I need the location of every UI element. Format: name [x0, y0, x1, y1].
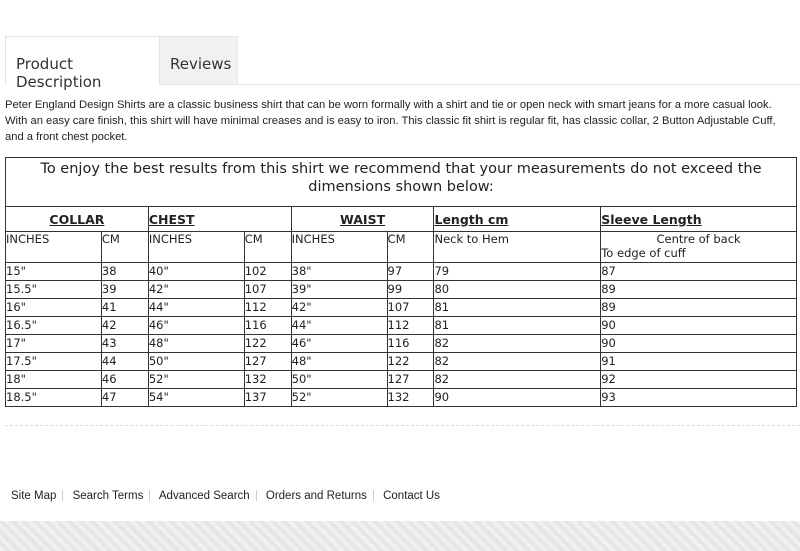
cell-collar-in: 18.5"	[6, 389, 102, 407]
cell-waist-in: 42"	[291, 299, 387, 317]
cell-waist-cm: 97	[387, 263, 434, 281]
cell-collar-in: 16.5"	[6, 317, 102, 335]
collar-cm-unit: CM	[101, 232, 148, 263]
size-chart-banner: To enjoy the best results from this shirt we recommend that your measurements do not exceed the dimensions shown below:	[6, 158, 797, 207]
footer-link-search-terms[interactable]: Search Terms	[72, 490, 144, 502]
cell-waist-cm: 107	[387, 299, 434, 317]
table-row	[6, 317, 797, 335]
cell-waist-cm: 132	[387, 389, 434, 407]
cell-collar-in: 17.5"	[6, 353, 102, 371]
cell-sleeve: 89	[601, 299, 797, 317]
cell-collar-cm: 46	[101, 371, 148, 389]
sleeve-unit-line2: To edge of cuff	[601, 246, 686, 260]
cell-waist-in: 48"	[291, 353, 387, 371]
footer-link-site-map[interactable]: Site Map	[11, 490, 57, 502]
chest-header: CHEST	[148, 207, 291, 232]
cell-chest-cm: 116	[244, 317, 291, 335]
cell-chest-in: 44"	[148, 299, 244, 317]
cell-collar-in: 15.5"	[6, 281, 102, 299]
cell-length: 82	[434, 353, 601, 371]
product-description-text: Peter England Design Shirts are a classic business shirt that can be worn formally with a shirt and tie or open neck with smart jeans for a more casual look. With an easy care finish, this shirt will have minimal creases and is easy to iron. This classic fit shirt is regular fit, has classic collar, 2 Button Adjustable Cuff, and a front chest pocket.	[5, 99, 776, 143]
footer-link-advanced-search[interactable]: Advanced Search	[158, 490, 250, 502]
cell-chest-in: 52"	[148, 371, 244, 389]
cell-waist-in: 52"	[291, 389, 387, 407]
cell-collar-cm: 43	[101, 335, 148, 353]
cell-chest-in: 54"	[148, 389, 244, 407]
cell-collar-in: 15"	[6, 263, 102, 281]
cell-collar-cm: 39	[101, 281, 148, 299]
cell-length: 79	[434, 263, 601, 281]
cell-chest-in: 42"	[148, 281, 244, 299]
cell-collar-cm: 42	[101, 317, 148, 335]
cell-sleeve: 87	[601, 263, 797, 281]
table-row	[6, 281, 797, 299]
cell-waist-in: 39"	[291, 281, 387, 299]
cell-waist-in: 46"	[291, 335, 387, 353]
chest-inches-unit: INCHES	[148, 232, 244, 263]
page-bottom-band	[0, 521, 800, 551]
cell-waist-cm: 99	[387, 281, 434, 299]
cell-collar-cm: 47	[101, 389, 148, 407]
cell-sleeve: 93	[601, 389, 797, 407]
cell-length: 82	[434, 371, 601, 389]
cell-chest-cm: 127	[244, 353, 291, 371]
cell-waist-in: 44"	[291, 317, 387, 335]
cell-chest-cm: 137	[244, 389, 291, 407]
cell-waist-cm: 127	[387, 371, 434, 389]
footer-separator	[62, 490, 63, 501]
sleeve-unit	[601, 232, 797, 263]
table-row	[6, 263, 797, 281]
collar-header: COLLAR	[6, 207, 149, 232]
table-row	[6, 299, 797, 317]
cell-length: 80	[434, 281, 601, 299]
cell-length: 90	[434, 389, 601, 407]
collar-inches-unit: INCHES	[6, 232, 102, 263]
sleeve-header: Sleeve Length	[601, 207, 797, 232]
tab-product-description[interactable]: Product Description	[5, 36, 160, 85]
cell-chest-cm: 102	[244, 263, 291, 281]
cell-collar-in: 16"	[6, 299, 102, 317]
waist-header: WAIST	[291, 207, 434, 232]
cell-chest-in: 46"	[148, 317, 244, 335]
length-header: Length cm	[434, 207, 601, 232]
cell-waist-cm: 122	[387, 353, 434, 371]
cell-sleeve: 92	[601, 371, 797, 389]
footer-link-contact-us[interactable]: Contact Us	[383, 490, 440, 502]
cell-chest-in: 50"	[148, 353, 244, 371]
cell-chest-in: 48"	[148, 335, 244, 353]
table-row	[6, 389, 797, 407]
footer-separator	[256, 490, 257, 501]
cell-collar-in: 18"	[6, 371, 102, 389]
cell-length: 81	[434, 299, 601, 317]
cell-collar-cm: 38	[101, 263, 148, 281]
cell-waist-in: 38"	[291, 263, 387, 281]
cell-length: 82	[434, 335, 601, 353]
cell-sleeve: 91	[601, 353, 797, 371]
cell-waist-in: 50"	[291, 371, 387, 389]
footer-link-orders-returns[interactable]: Orders and Returns	[265, 490, 367, 502]
footer-separator	[373, 490, 374, 501]
footer-links	[11, 490, 440, 502]
chest-cm-unit: CM	[244, 232, 291, 263]
cell-chest-in: 40"	[148, 263, 244, 281]
cell-collar-in: 17"	[6, 335, 102, 353]
cell-sleeve: 90	[601, 317, 797, 335]
sleeve-unit-line1: Centre of back	[656, 232, 741, 246]
section-divider	[5, 425, 800, 426]
table-row	[6, 353, 797, 371]
cell-collar-cm: 44	[101, 353, 148, 371]
waist-cm-unit: CM	[387, 232, 434, 263]
tab-reviews[interactable]: Reviews	[160, 36, 238, 84]
cell-sleeve: 90	[601, 335, 797, 353]
length-unit: Neck to Hem	[434, 232, 601, 263]
cell-sleeve: 89	[601, 281, 797, 299]
cell-length: 81	[434, 317, 601, 335]
cell-chest-cm: 132	[244, 371, 291, 389]
table-row	[6, 371, 797, 389]
footer-separator	[149, 490, 150, 501]
cell-collar-cm: 41	[101, 299, 148, 317]
cell-waist-cm: 116	[387, 335, 434, 353]
size-rows	[6, 263, 797, 407]
waist-inches-unit: INCHES	[291, 232, 387, 263]
cell-waist-cm: 112	[387, 317, 434, 335]
size-chart-table	[5, 157, 797, 407]
cell-chest-cm: 122	[244, 335, 291, 353]
table-row	[6, 335, 797, 353]
cell-chest-cm: 107	[244, 281, 291, 299]
cell-chest-cm: 112	[244, 299, 291, 317]
